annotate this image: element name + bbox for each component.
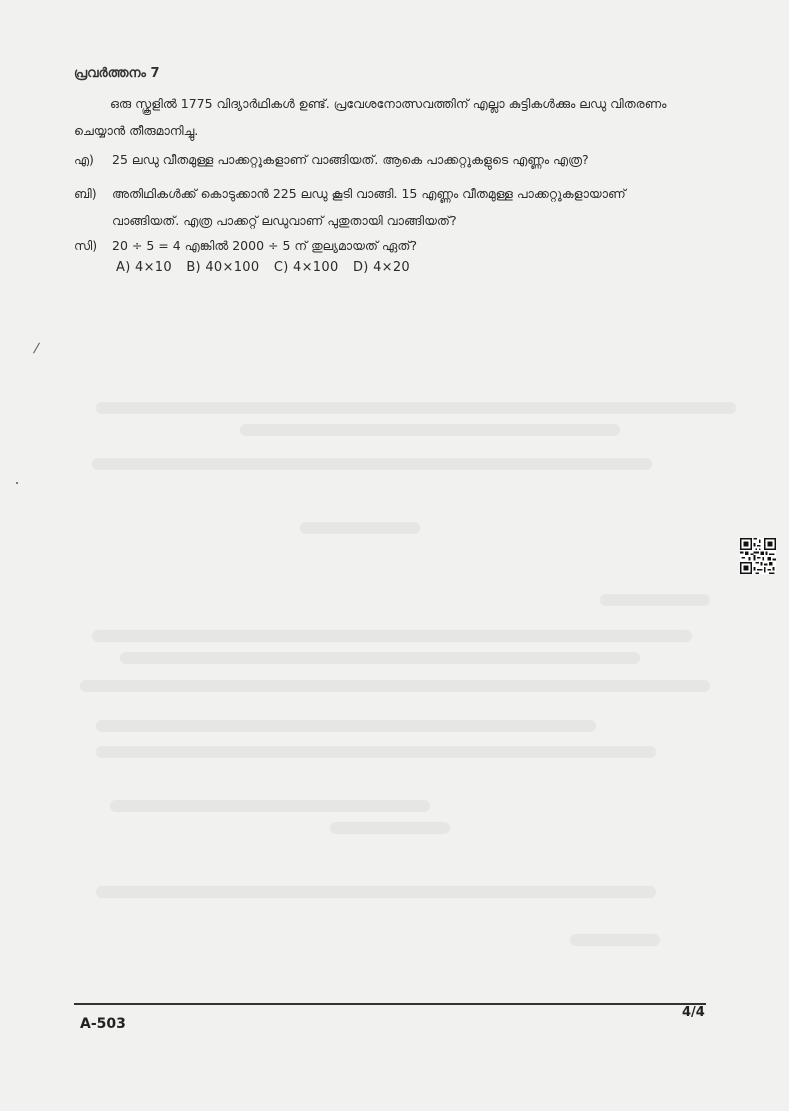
question-b-text: അതിഥികൾക്ക് കൊടുക്കാൻ 225 ലഡു കൂടി വാങ്ങി. 15 എണ്ണം വീതമുള്ള പാക്കറ്റുകളായാണ് (112, 186, 626, 201)
bleed-through-line (80, 680, 710, 692)
page-number: 4/4 (682, 1005, 705, 1020)
bleed-through-line (600, 594, 710, 606)
qr-code-icon (740, 538, 776, 574)
bleed-through-line (240, 424, 620, 436)
bleed-through-line (96, 720, 596, 732)
intro-paragraph: ഒരു സ്കൂളിൽ 1775 വിദ്യാർഥികൾ ഉണ്ട്. പ്രവേശനോത്സവത്തിന് എല്ലാ കുട്ടികൾക്കും ലഡു വിതരണം ചെയ്യാൻ തീരുമാനിച്ചു. (74, 96, 667, 138)
bleed-through-line (92, 458, 652, 470)
question-c-label: സി) (74, 238, 98, 253)
bleed-through-line (570, 934, 660, 946)
paper-code: A-503 (80, 1016, 126, 1032)
activity-title: പ്രവർത്തനം 7 (74, 66, 160, 81)
bleed-through-line (96, 886, 656, 898)
question-b-label: ബി) (74, 186, 97, 201)
bleed-through-line (300, 522, 420, 534)
pencil-mark (16, 482, 18, 484)
option-a: A) 4×10 (116, 260, 172, 275)
bleed-through-line (120, 652, 640, 664)
question-c-text: 20 ÷ 5 = 4 എങ്കിൽ 2000 ÷ 5 ന് തുല്യമായത് ഏത്? (112, 238, 418, 253)
option-c: C) 4×100 (273, 260, 339, 275)
question-a-label: എ) (74, 152, 94, 167)
question-a-text: 25 ലഡു വീതമുള്ള പാക്കറ്റുകളാണ് വാങ്ങിയത്. ആകെ പാക്കറ്റുകളുടെ എണ്ണം എത്ര? (112, 152, 589, 167)
bleed-through-line (110, 800, 430, 812)
question-a (74, 146, 714, 173)
bleed-through-line (96, 402, 736, 414)
question-b-text-continued: വാങ്ങിയത്. എത്ര പാക്കറ്റ് ലഡുവാണ് പുതുതായി വാങ്ങിയത്? (112, 213, 457, 228)
bleed-through-line (330, 822, 450, 834)
option-b: B) 40×100 (186, 260, 260, 275)
option-d: D) 4×20 (352, 260, 410, 275)
bleed-through-line (92, 630, 692, 642)
answer-options (116, 260, 420, 275)
question-b (74, 180, 714, 234)
bleed-through-line (96, 746, 656, 758)
question-c (74, 232, 714, 259)
footer-rule (74, 1003, 706, 1005)
pencil-mark (33, 343, 40, 354)
